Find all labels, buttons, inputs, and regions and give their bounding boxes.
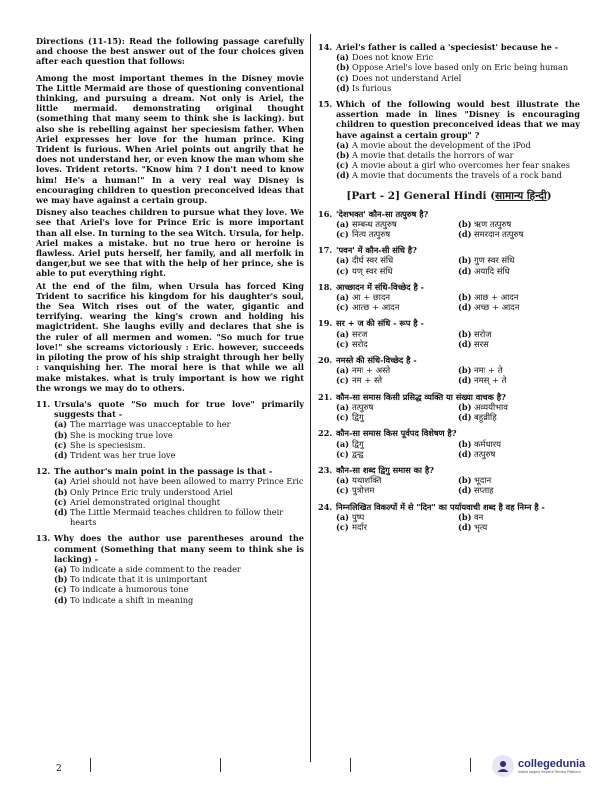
question-23 bbox=[318, 465, 580, 496]
option-letter: (c) bbox=[336, 521, 349, 532]
option-text: नित्य तत्पुरुष bbox=[352, 229, 391, 240]
option-letter: (d) bbox=[458, 448, 472, 459]
question-stem bbox=[36, 533, 304, 564]
answer-option bbox=[336, 302, 458, 312]
answer-option bbox=[336, 412, 458, 422]
question-text: Ariel's father is called a 'speciesist' because he - bbox=[336, 42, 559, 52]
option-letter: (c) bbox=[336, 302, 349, 313]
answer-option bbox=[458, 329, 580, 339]
answer-option bbox=[336, 292, 458, 302]
answer-option bbox=[458, 255, 580, 265]
question-19 bbox=[318, 318, 580, 349]
option-text: To indicate that it is unimportant bbox=[70, 574, 208, 585]
option-list bbox=[318, 512, 580, 532]
question-stem bbox=[318, 502, 580, 512]
answer-option bbox=[458, 219, 580, 229]
question-13 bbox=[36, 533, 304, 604]
footer-tick bbox=[350, 758, 351, 772]
question-number: 11. bbox=[36, 398, 51, 409]
option-letter: (a) bbox=[336, 328, 350, 339]
option-text: पुत्रोत्तम bbox=[352, 485, 375, 496]
collegedunia-logo bbox=[492, 755, 585, 777]
question-16 bbox=[318, 209, 580, 240]
question-stem bbox=[318, 209, 580, 219]
question-number: 14. bbox=[318, 42, 333, 52]
option-letter: (a) bbox=[336, 365, 350, 376]
option-text: द्विगु bbox=[352, 412, 364, 423]
option-text: To indicate a side comment to the reader bbox=[70, 563, 241, 574]
answer-option bbox=[36, 497, 304, 507]
option-list bbox=[318, 475, 580, 495]
answer-option bbox=[458, 412, 580, 422]
answer-option bbox=[36, 487, 304, 497]
option-letter: (a) bbox=[336, 255, 350, 266]
answer-option bbox=[36, 564, 304, 574]
option-text: आछ + आदन bbox=[474, 292, 519, 303]
option-list bbox=[318, 140, 580, 181]
answer-option bbox=[336, 485, 458, 495]
option-letter: (d) bbox=[336, 82, 350, 93]
option-text: तत्पुरुष bbox=[352, 401, 374, 412]
answer-option bbox=[36, 507, 304, 527]
question-number: 24. bbox=[318, 501, 333, 512]
answer-option bbox=[336, 449, 458, 459]
column-divider bbox=[310, 34, 311, 762]
option-list bbox=[318, 329, 580, 349]
question-text: सर + ज की संधि - रूप है - bbox=[336, 318, 424, 329]
answer-option bbox=[318, 73, 580, 83]
question-stem bbox=[318, 282, 580, 292]
answer-option bbox=[458, 439, 580, 449]
option-text: कर्मधारय bbox=[474, 438, 502, 449]
option-text: सरस bbox=[474, 338, 489, 349]
option-text: नम + स्ते bbox=[352, 375, 383, 386]
question-12 bbox=[36, 466, 304, 527]
answer-option bbox=[336, 339, 458, 349]
question-stem bbox=[318, 355, 580, 365]
option-text: अव्ययीभाव bbox=[474, 401, 508, 412]
option-letter: (a) bbox=[336, 438, 350, 449]
question-text: कौन-सा शब्द द्विगु समास का है? bbox=[336, 464, 434, 475]
option-letter: (c) bbox=[336, 160, 349, 171]
answer-option bbox=[458, 522, 580, 532]
question-text: Why does the author use parentheses around the comment (Something that many seem to think she is lacking) - bbox=[54, 533, 304, 564]
footer-tick bbox=[90, 758, 91, 772]
question-number: 18. bbox=[318, 281, 333, 292]
question-number: 22. bbox=[318, 428, 333, 439]
question-number: 15. bbox=[318, 99, 333, 110]
passage-paragraph-2: Disney also teaches children to pursue what they love. We see that Ariel's love for Prince Eric is more important than all else. In turning to the sea Witch. Ursula, for help. Ariel makes a mistake. but no true hero or heroine is flawless. Ariel puts herself, her family, and all merfolk in danger,but we see that with the help of her prince, she is able to put everything right. bbox=[36, 207, 304, 279]
question-text: The author's main point in the passage is that - bbox=[54, 466, 273, 477]
answer-option bbox=[458, 449, 580, 459]
option-text: आत्छ + आदन bbox=[352, 302, 400, 313]
left-column bbox=[36, 36, 304, 605]
option-letter: (a) bbox=[54, 563, 68, 574]
option-letter: (b) bbox=[458, 328, 472, 339]
option-letter: (d) bbox=[458, 338, 472, 349]
option-text: नमः + ते bbox=[474, 365, 503, 376]
question-text: 'देशभक्त' कौन-सा तत्पुरुष है? bbox=[336, 208, 429, 219]
question-11 bbox=[36, 399, 304, 460]
answer-option bbox=[318, 160, 580, 170]
option-text: दीर्घ स्वर संधि bbox=[352, 255, 394, 266]
option-text: A movie that details the horrors of war bbox=[352, 150, 514, 161]
option-text: सप्ताह bbox=[474, 485, 494, 496]
question-stem bbox=[318, 42, 580, 52]
answer-option bbox=[36, 584, 304, 594]
answer-option bbox=[336, 439, 458, 449]
question-text: नमस्ते की संधि-विच्छेद है - bbox=[336, 355, 417, 366]
question-text: आच्छादन में संधि-विच्छेद है - bbox=[336, 281, 425, 292]
answer-option bbox=[318, 140, 580, 150]
option-letter: (a) bbox=[54, 419, 68, 430]
answer-option bbox=[458, 375, 580, 385]
option-list bbox=[36, 419, 304, 460]
answer-option bbox=[336, 522, 458, 532]
option-letter: (c) bbox=[336, 72, 349, 83]
option-text: पुष्प bbox=[352, 511, 365, 522]
question-18 bbox=[318, 282, 580, 313]
footer-tick bbox=[470, 758, 471, 772]
question-stem bbox=[36, 466, 304, 476]
question-number: 19. bbox=[318, 318, 333, 329]
answer-option bbox=[458, 292, 580, 302]
option-letter: (c) bbox=[336, 338, 349, 349]
section-title-suffix: ) bbox=[546, 189, 552, 202]
question-24 bbox=[318, 502, 580, 533]
answer-option bbox=[336, 229, 458, 239]
option-text: नमः + अस्ते bbox=[352, 365, 391, 376]
option-letter: (d) bbox=[458, 485, 472, 496]
option-letter: (d) bbox=[458, 265, 472, 276]
answer-option bbox=[318, 150, 580, 160]
option-list bbox=[318, 365, 580, 385]
option-text: वन bbox=[474, 511, 484, 522]
option-letter: (d) bbox=[336, 170, 350, 181]
option-text: मर्दार bbox=[352, 521, 368, 532]
answer-option bbox=[336, 266, 458, 276]
question-number: 21. bbox=[318, 391, 333, 402]
answer-option bbox=[336, 475, 458, 485]
option-text: She is speciesism. bbox=[70, 439, 146, 450]
option-letter: (b) bbox=[54, 486, 68, 497]
option-list bbox=[318, 255, 580, 275]
answer-option bbox=[318, 83, 580, 93]
answer-option bbox=[36, 450, 304, 460]
option-list bbox=[318, 292, 580, 312]
answer-option bbox=[36, 476, 304, 486]
answer-option bbox=[458, 339, 580, 349]
option-text: सम्बन्ध तत्पुरुष bbox=[352, 218, 397, 229]
answer-option bbox=[336, 402, 458, 412]
answer-option bbox=[36, 440, 304, 450]
answer-option bbox=[336, 375, 458, 385]
answer-option bbox=[336, 329, 458, 339]
option-text: यण् स्वर संधि bbox=[352, 265, 393, 276]
hindi-questions bbox=[318, 209, 580, 532]
question-number: 17. bbox=[318, 245, 333, 256]
option-text: She is mocking true love bbox=[70, 429, 173, 440]
left-questions bbox=[36, 399, 304, 605]
answer-option bbox=[336, 219, 458, 229]
option-letter: (c) bbox=[336, 229, 349, 240]
option-text: A movie that documents the travels of a rock band bbox=[352, 170, 562, 181]
option-text: नमस् + ते bbox=[474, 375, 507, 386]
section-title bbox=[318, 189, 580, 203]
question-number: 20. bbox=[318, 355, 333, 366]
option-text: सरोज bbox=[474, 328, 492, 339]
option-text: भृत्य bbox=[474, 521, 488, 532]
option-list bbox=[36, 564, 304, 605]
option-text: गुण स्वर संधि bbox=[474, 255, 515, 266]
option-text: Trident was her true love bbox=[70, 449, 176, 460]
answer-option bbox=[36, 419, 304, 429]
option-letter: (a) bbox=[336, 52, 350, 63]
option-list bbox=[318, 439, 580, 459]
answer-option bbox=[458, 475, 580, 485]
option-letter: (b) bbox=[458, 218, 472, 229]
question-text: Ursula's quote "So much for true love" primarily suggests that - bbox=[54, 398, 304, 420]
question-number: 12. bbox=[36, 466, 51, 477]
option-list bbox=[318, 219, 580, 239]
question-stem bbox=[318, 245, 580, 255]
option-letter: (c) bbox=[54, 496, 67, 507]
option-letter: (b) bbox=[336, 62, 350, 73]
passage-paragraph-3: At the end of the film, when Ursula has forced King Trident to sacrifice his kingdom for his daughter's soul, the Sea Witch rises out of the water, gigantic and terrifying. wearing the king's crown and holding his magictrident. She laughs evilly and declares that she is the ruler of all mermen and women. "So much for true love!" she screams victoriously : Eric. however, succeeds in piloting the prow of his ship straight through her belly : vanquishing her. The moral here is that while we all make mistakes. what is truly important is how we right the wrongs we may do to others. bbox=[36, 280, 304, 393]
passage-paragraph-1: Among the most important themes in the Disney movie The Little Mermaid are those of questioning conventional thinking, and pursuing a dream. Not only is Ariel, the little mermaid. demonstrating original thought (something that many seem to think she is lacking). but also she is rebelling against her speciesism father. When Ariel expresses her love for the human prince. King Trident is furious. When Ariel points out angrily that he does not understand her, or even know the man whom she loves. Trident retorts. "Know him ? I don't need to know him! He's a human!" In a very real way Disney is encouraging children to question preconceived ideas that we may have against a certain group. bbox=[36, 72, 304, 206]
question-stem bbox=[318, 465, 580, 475]
option-text: A movie about a girl who overcomes her fear snakes bbox=[352, 160, 570, 171]
footer-tick bbox=[220, 758, 221, 772]
answer-option bbox=[458, 512, 580, 522]
option-list bbox=[318, 402, 580, 422]
answer-option bbox=[458, 365, 580, 375]
option-letter: (c) bbox=[336, 485, 349, 496]
option-letter: (a) bbox=[336, 401, 350, 412]
question-number: 16. bbox=[318, 208, 333, 219]
option-text: Does not understand Ariel bbox=[352, 72, 462, 83]
answer-option bbox=[36, 595, 304, 605]
answer-option bbox=[458, 402, 580, 412]
option-letter: (b) bbox=[458, 292, 472, 303]
question-text: 'पवन' में कौन-सी संधि है? bbox=[336, 245, 417, 256]
answer-option bbox=[36, 574, 304, 584]
answer-option bbox=[336, 255, 458, 265]
option-letter: (d) bbox=[458, 302, 472, 313]
option-letter: (d) bbox=[458, 412, 472, 423]
answer-option bbox=[458, 266, 580, 276]
answer-option bbox=[336, 365, 458, 375]
answer-option bbox=[318, 52, 580, 62]
option-letter: (c) bbox=[336, 375, 349, 386]
option-letter: (d) bbox=[458, 375, 472, 386]
option-text: सरोद bbox=[352, 338, 368, 349]
question-21 bbox=[318, 392, 580, 423]
answer-option bbox=[318, 170, 580, 180]
option-letter: (c) bbox=[54, 439, 67, 450]
option-letter: (c) bbox=[336, 412, 349, 423]
option-text: समरदान तत्पुरुष bbox=[474, 229, 524, 240]
question-22 bbox=[318, 428, 580, 459]
option-text: अच्छ + आदन bbox=[474, 302, 520, 313]
option-letter: (b) bbox=[458, 255, 472, 266]
option-text: The Little Mermaid teaches children to follow their hearts bbox=[70, 506, 284, 528]
logo-avatar-icon bbox=[492, 755, 514, 777]
question-number: 23. bbox=[318, 464, 333, 475]
option-letter: (c) bbox=[54, 584, 67, 595]
brand-name: collegedunia bbox=[518, 757, 586, 770]
option-letter: (b) bbox=[458, 401, 472, 412]
option-letter: (b) bbox=[336, 150, 350, 161]
question-14 bbox=[318, 42, 580, 93]
option-letter: (b) bbox=[458, 438, 472, 449]
option-text: To indicate a humorous tone bbox=[70, 584, 189, 595]
option-text: Oppose Ariel's love based only on Eric being human bbox=[352, 62, 569, 73]
question-number: 13. bbox=[36, 533, 51, 544]
option-letter: (d) bbox=[54, 449, 68, 460]
question-text: निम्नलिखित विकल्पों में से "दिन" का पर्यायवाची शब्द है वह निम्न है - bbox=[336, 501, 545, 512]
option-text: भूदान bbox=[474, 475, 492, 486]
option-text: Ariel demonstrated original thought bbox=[70, 496, 221, 507]
option-text: Only Prince Eric truly understood Ariel bbox=[70, 486, 233, 497]
option-text: To indicate a shift in meaning bbox=[70, 594, 194, 605]
right-column bbox=[318, 36, 580, 532]
question-20 bbox=[318, 355, 580, 386]
option-letter: (a) bbox=[336, 292, 350, 303]
question-stem bbox=[318, 392, 580, 402]
option-letter: (c) bbox=[336, 265, 349, 276]
question-stem bbox=[318, 428, 580, 438]
question-text: Which of the following would best illustrate the assertion made in lines "Disney is encouraging children to question preconceived ideas that we may have against a certain group" ? bbox=[336, 99, 580, 140]
answer-option bbox=[36, 430, 304, 440]
option-text: यथाशक्ति bbox=[352, 475, 382, 486]
option-letter: (a) bbox=[336, 511, 350, 522]
option-letter: (b) bbox=[458, 511, 472, 522]
option-letter: (c) bbox=[336, 448, 349, 459]
option-text: द्वन्द्व bbox=[352, 448, 364, 459]
option-text: A movie about the development of the iPod bbox=[352, 139, 531, 150]
question-stem bbox=[318, 318, 580, 328]
answer-option bbox=[458, 485, 580, 495]
section-title-prefix: [Part - 2] General Hindi ( bbox=[346, 189, 496, 202]
option-letter: (a) bbox=[336, 139, 350, 150]
answer-option bbox=[458, 229, 580, 239]
option-letter: (b) bbox=[54, 429, 68, 440]
option-text: तत्पुरुष bbox=[474, 448, 496, 459]
option-text: द्विगु bbox=[352, 438, 364, 449]
option-text: Ariel should not have been allowed to marry Prince Eric bbox=[70, 476, 304, 487]
answer-option bbox=[318, 62, 580, 72]
question-15 bbox=[318, 99, 580, 181]
page-number: 2 bbox=[56, 764, 62, 774]
option-text: The marriage was unacceptable to her bbox=[70, 419, 231, 430]
option-letter: (d) bbox=[458, 229, 472, 240]
directions: Directions (11-15): Read the following passage carefully and choose the best answer out of the four choices given after each question that follows: bbox=[36, 36, 304, 67]
option-list bbox=[36, 476, 304, 527]
brand-tagline: India's largest Student Review Platform bbox=[518, 769, 581, 774]
option-letter: (b) bbox=[458, 365, 472, 376]
option-list bbox=[318, 52, 580, 93]
section-title-hindi: सामान्य हिन्दी bbox=[495, 189, 547, 202]
question-text: कौन-सा समास किसी प्रसिद्ध व्यक्ति या संख्या वाचक है? bbox=[336, 391, 506, 402]
option-text: सरज bbox=[352, 328, 368, 339]
option-letter: (b) bbox=[54, 574, 68, 585]
option-letter: (d) bbox=[458, 521, 472, 532]
option-text: बहुव्रीहि bbox=[474, 412, 497, 423]
option-letter: (a) bbox=[54, 476, 68, 487]
option-text: Does not know Eric bbox=[352, 52, 434, 63]
answer-option bbox=[336, 512, 458, 522]
option-text: ऋण तत्पुरुष bbox=[474, 218, 512, 229]
option-text: आ + छादन bbox=[352, 292, 391, 303]
english-questions bbox=[318, 42, 580, 181]
option-letter: (b) bbox=[458, 475, 472, 486]
question-stem bbox=[318, 99, 580, 140]
answer-option bbox=[458, 302, 580, 312]
question-17 bbox=[318, 245, 580, 276]
option-text: Is furious bbox=[352, 82, 392, 93]
option-letter: (a) bbox=[336, 475, 350, 486]
option-letter: (a) bbox=[336, 218, 350, 229]
option-letter: (d) bbox=[54, 594, 68, 605]
question-text: कौन-सा समास किस पूर्वपद विशेषण है? bbox=[336, 428, 457, 439]
option-text: अयादि संधि bbox=[474, 265, 510, 276]
option-letter: (d) bbox=[54, 506, 68, 517]
question-stem bbox=[36, 399, 304, 419]
